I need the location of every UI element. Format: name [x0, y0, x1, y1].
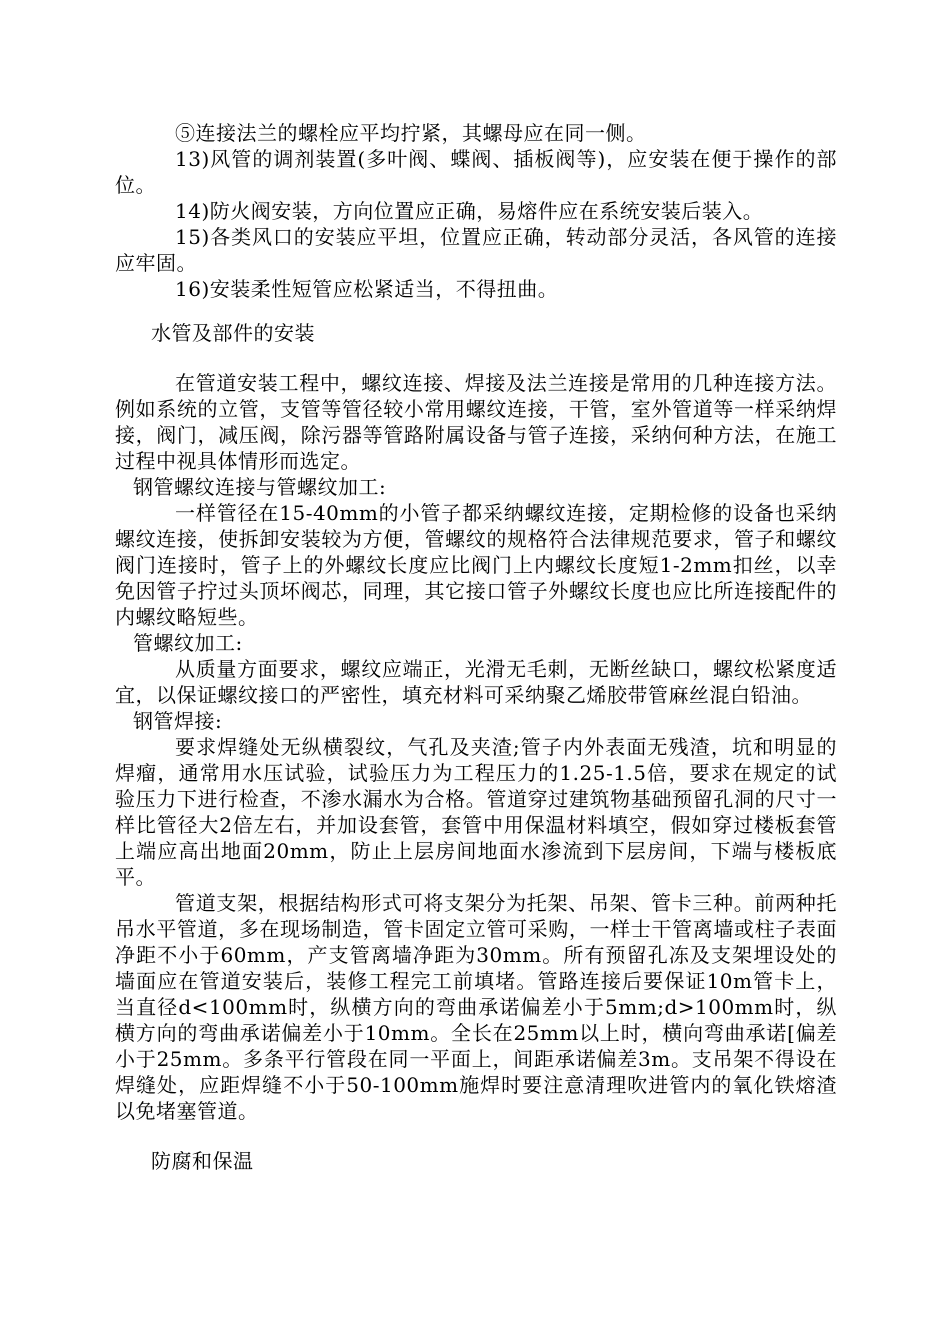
thread-processing-paragraph: 从质量方面要求，螺纹应端正，光滑无毛刺，无断丝缺口，螺纹松紧度适宜，以保证螺纹接口的严密性，填充材料可采纳聚乙烯胶带管麻丝混白铅油。 — [115, 657, 837, 707]
document-page — [115, 120, 837, 1174]
anticorrosion-heading: 防腐和保温 — [151, 1149, 254, 1173]
pipe-welding-subheading: 钢管焊接: — [133, 709, 223, 733]
threaded-connection-subheading: 钢管螺纹连接与管螺纹加工: — [133, 475, 387, 499]
fire-damper-paragraph: 14)防火阀安装，方向位置应正确，易熔件应在系统安装后装入。 — [175, 199, 764, 223]
flexible-duct-paragraph: 16)安装柔性短管应松紧适当，不得扭曲。 — [175, 277, 559, 301]
thread-processing-subheading: 管螺纹加工: — [133, 631, 243, 655]
damper-install-paragraph: 13)风管的调剂装置(多叶阀、蝶阀、插板阀等)，应安装在便于操作的部位。 — [115, 147, 837, 197]
water-pipe-heading: 水管及部件的安装 — [151, 321, 315, 345]
air-outlet-paragraph: 15)各类风口的安装应平坦，位置应正确，转动部分灵活，各风管的连接应牢固。 — [115, 225, 837, 275]
flange-bolt-paragraph: ⑤连接法兰的螺栓应平均拧紧，其螺母应在同一侧。 — [175, 121, 647, 145]
threaded-connection-paragraph: 一样管径在15-40mm的小管子都采纳螺纹连接，定期检修的设备也采纳螺纹连接，使拆卸安装较为方便，管螺纹的规格符合法律规范要求，管子和螺纹阀门连接时，管子上的外螺纹长度应比阀门上内螺纹长度短1-2mm扣丝，以幸免因管子拧过头顶坏阀芯，同理，其它接口管子外螺纹长度也应比所连接配件的内螺纹略短些。 — [115, 501, 837, 629]
pipe-welding-paragraph: 要求焊缝处无纵横裂纹，气孔及夹渣;管子内外表面无残渣，坑和明显的焊瘤，通常用水压试验，试验压力为工程压力的1.25-1.5倍，要求在规定的试验压力下进行检查，不渗水漏水为合格。管道穿过建筑物基础预留孔洞的尺寸一样比管径大2倍左右，并加设套管，套管中用保温材料填空，假如穿过楼板套管上端应高出地面20mm，防止上层房间地面水渗流到下层房间，下端与楼板底平。 — [115, 735, 837, 889]
pipe-support-paragraph: 管道支架，根据结构形式可将支架分为托架、吊架、管卡三种。前两种托吊水平管道，多在现场制造，管卡固定立管可采购，一样士干管离墙或柱子表面净距不小于60mm，产支管离墙净距为30mm。所有预留孔冻及支架埋设处的墙面应在管道安装后，装修工程完工前填堵。管路连接后要保证10m管卡上，当直径d<100mm时，纵横方向的弯曲承诺偏差小于5mm;d>100mm时，纵横方向的弯曲承诺偏差小于10mm。全长在25mm以上时，横向弯曲承诺[偏差小于25mm。多条平行管段在同一平面上，间距承诺偏差3m。支吊架不得设在焊缝处，应距焊缝不小于50-100mm施焊时要注意清理吹进管内的氧化铁熔渣以免堵塞管道。 — [115, 891, 837, 1123]
connection-methods-paragraph: 在管道安装工程中，螺纹连接、焊接及法兰连接是常用的几种连接方法。例如系统的立管，支管等管径较小常用螺纹连接，干管，室外管道等一样采纳焊接，阀门，减压阀，除污器等管路附属设备与管子连接，采纳何种方法，在施工过程中视具体情形而选定。 — [115, 371, 837, 473]
